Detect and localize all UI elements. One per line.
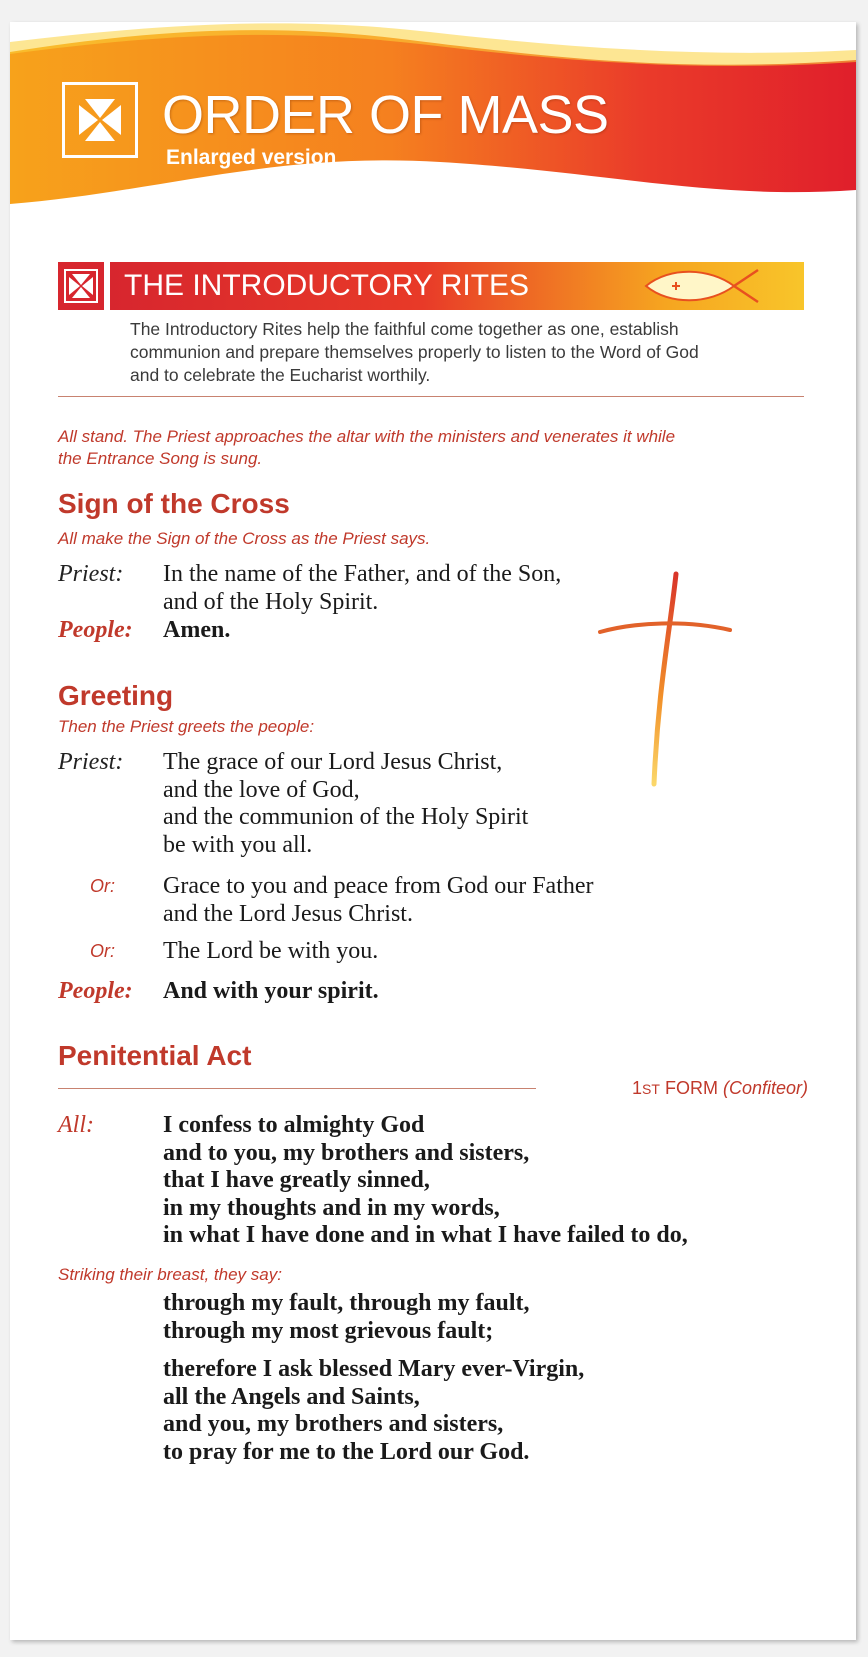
text-line: through my most grievous fault; xyxy=(163,1317,494,1344)
text-line: in my thoughts and in my words, xyxy=(163,1194,500,1221)
form-ordinal: ST xyxy=(642,1081,660,1097)
header-banner xyxy=(10,22,856,212)
fault-text xyxy=(163,1290,530,1345)
decorative-cross-icon xyxy=(596,570,736,790)
text-line: The grace of our Lord Jesus Christ, xyxy=(163,749,503,775)
speaker-people: People: xyxy=(58,978,133,1004)
maltese-cross-icon xyxy=(65,85,135,155)
form-divider xyxy=(58,1088,536,1089)
form-name: (Confiteor) xyxy=(722,1078,808,1098)
page xyxy=(10,22,856,1640)
text-line: be with you all. xyxy=(163,831,313,858)
text-line: to pray for me to the Lord our God. xyxy=(163,1438,530,1465)
text-line: The Lord be with you. xyxy=(163,938,379,964)
text-line: and to you, my brothers and sisters, xyxy=(163,1139,530,1166)
logo-icon xyxy=(62,82,138,158)
or-text xyxy=(163,938,378,966)
section-band xyxy=(58,262,804,310)
form-label xyxy=(632,1078,808,1099)
text-line: and the Lord Jesus Christ. xyxy=(163,900,413,927)
section-divider xyxy=(58,396,804,397)
text-line: I confess to almighty God xyxy=(163,1112,425,1138)
speaker-all: All: xyxy=(58,1112,94,1138)
intro-line: and to celebrate the Eucharist worthily. xyxy=(130,365,431,385)
text-line: In the name of the Father, and of the Son, xyxy=(163,561,562,587)
people-response xyxy=(163,617,230,645)
confess-text xyxy=(163,1112,688,1250)
heading-sign-of-cross: Sign of the Cross xyxy=(58,488,290,519)
text-line: And with your spirit. xyxy=(163,978,379,1004)
or-text xyxy=(163,873,594,928)
text-line: through my fault, through my fault, xyxy=(163,1290,530,1316)
page-title: ORDER OF MASS xyxy=(162,85,609,145)
text-line: and of the Holy Spirit. xyxy=(163,588,379,615)
heading-greeting: Greeting xyxy=(58,680,174,711)
speaker-or: Or: xyxy=(90,876,115,896)
text-line: in what I have done and in what I have failed to do, xyxy=(163,1222,688,1248)
greeting-rubric: Then the Priest greets the people: xyxy=(58,717,315,736)
intro-line: The Introductory Rites help the faithful come together as one, establish xyxy=(130,319,679,339)
rubric-line: All stand. The Priest approaches the altar with the ministers and venerates it while xyxy=(58,427,676,446)
intro-line: communion and prepare themselves properly to listen to the Word of God xyxy=(130,342,699,362)
heading-penitential-act: Penitential Act xyxy=(58,1040,252,1071)
sign-of-cross-rubric: All make the Sign of the Cross as the Priest says. xyxy=(58,529,431,548)
form-number: 1 xyxy=(632,1078,643,1098)
priest-text xyxy=(163,561,561,616)
speaker-priest: Priest: xyxy=(58,749,124,775)
text-line: and you, my brothers and sisters, xyxy=(163,1411,504,1437)
text-line: all the Angels and Saints, xyxy=(163,1383,420,1410)
text-line: and the love of God, xyxy=(163,776,360,803)
text-line: that I have greatly sinned, xyxy=(163,1167,430,1193)
speaker-priest: Priest: xyxy=(58,561,124,587)
section-cross-icon xyxy=(58,262,104,310)
ask-text xyxy=(163,1356,584,1466)
people-response xyxy=(163,978,379,1006)
rubric-line: the Entrance Song is sung. xyxy=(58,449,263,468)
text-line: Amen. xyxy=(163,617,231,643)
page-subtitle: Enlarged version xyxy=(166,146,337,169)
entrance-rubric xyxy=(58,426,818,470)
priest-text xyxy=(163,749,528,859)
speaker-or: Or: xyxy=(90,941,115,961)
section-intro xyxy=(130,318,810,387)
speaker-people: People: xyxy=(58,617,133,643)
text-line: therefore I ask blessed Mary ever-Virgin, xyxy=(163,1356,585,1382)
text-line: and the communion of the Holy Spirit xyxy=(163,804,529,830)
strike-rubric: Striking their breast, they say: xyxy=(58,1265,282,1284)
text-line: Grace to you and peace from God our Father xyxy=(163,873,594,899)
form-word: FORM xyxy=(664,1078,718,1098)
maltese-cross-small-icon xyxy=(58,262,104,310)
section-title: THE INTRODUCTORY RITES xyxy=(124,269,530,302)
